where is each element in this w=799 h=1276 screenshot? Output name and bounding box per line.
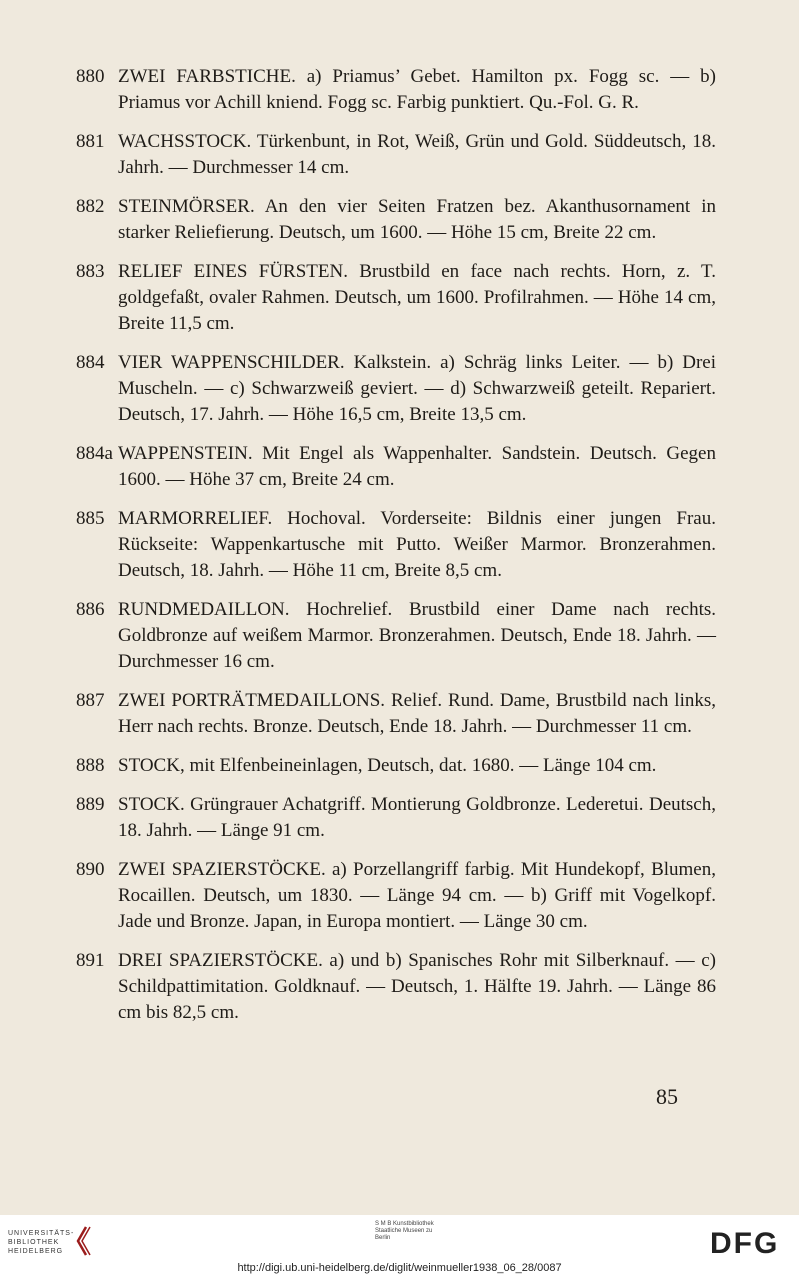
entry-text: STOCK, mit Elfenbeineinlagen, Deutsch, dat. 1680. — Länge 104 cm. (118, 755, 657, 776)
entry-number: 887 (76, 690, 105, 711)
catalog-entry (76, 857, 716, 935)
catalog-entry (76, 948, 716, 1026)
entry-number: 884 (76, 352, 105, 373)
entry-text: RELIEF EINES FÜRSTEN. Brustbild en face nach rechts. Horn, z. T. goldgefaßt, ovaler Rahmen. Deutsch, um 1600. Profilrahmen. — Höhe 14 cm, Breite 11,5 cm. (118, 261, 716, 334)
entry-text: WAPPENSTEIN. Mit Engel als Wappenhalter. Sandstein. Deutsch. Gegen 1600. — Höhe 37 cm, Breite 24 cm. (118, 443, 716, 490)
entry-text: DREI SPAZIERSTÖCKE. a) und b) Spanisches Rohr mit Silberknauf. — c) Schildpattimitation. Goldknauf. — Deutsch, 1. Hälfte 19. Jahrh. — Länge 86 cm bis 82,5 cm. (118, 950, 716, 1023)
catalog-entry (76, 441, 716, 493)
catalog-entry (76, 597, 716, 675)
entry-number: 881 (76, 131, 105, 152)
source-url[interactable]: http://digi.ub.uni-heidelberg.de/diglit/weinmueller1938_06_28/0087 (237, 1262, 562, 1274)
entry-number: 891 (76, 950, 105, 971)
catalog-entry (76, 259, 716, 337)
entry-number: 889 (76, 794, 105, 815)
entry-text: VIER WAPPENSCHILDER. Kalkstein. a) Schräg links Leiter. — b) Drei Muscheln. — c) Schwarzweiß geviert. — d) Schwarzweiß geteilt. Repariert. Deutsch, 17. Jahrh. — Höhe 16,5 cm, Breite 13,5 cm. (118, 352, 716, 425)
entry-text: MARMORRELIEF. Hochoval. Vorderseite: Bildnis einer jungen Frau. Rückseite: Wappenkartusche mit Putto. Weißer Marmor. Bronzerahmen. Deutsch, 18. Jahrh. — Höhe 11 cm, Breite 8,5 cm. (118, 508, 716, 581)
entry-text: STOCK. Grüngrauer Achatgriff. Montierung Goldbronze. Lederetui. Deutsch, 18. Jahrh. — Länge 91 cm. (118, 794, 716, 841)
entry-number: 886 (76, 599, 105, 620)
catalog-entry (76, 506, 716, 584)
entry-number: 883 (76, 261, 105, 282)
entry-number: 890 (76, 859, 105, 880)
entry-text: RUNDMEDAILLON. Hochrelief. Brustbild einer Dame nach rechts. Goldbronze auf weißem Marmor. Bronzerahmen. Deutsch, Ende 18. Jahrh. — Durchmesser 16 cm. (118, 599, 716, 672)
catalog-entry (76, 194, 716, 246)
smb-logo-text: S M B Kunstbibliothek Staatliche Museen zu Berlin (375, 1221, 434, 1241)
catalog-entry (76, 792, 716, 844)
university-logo-text: UNIVERSITÄTS- BIBLIOTHEK HEIDELBERG (8, 1230, 75, 1255)
entry-number: 885 (76, 508, 105, 529)
entry-text: STEINMÖRSER. An den vier Seiten Fratzen bez. Akanthusornament in starker Reliefierung. Deutsch, um 1600. — Höhe 15 cm, Breite 22 cm. (118, 196, 716, 243)
entry-list (76, 64, 716, 1039)
entry-number: 880 (76, 66, 105, 87)
catalog-entry (76, 688, 716, 740)
catalog-entry (76, 64, 716, 116)
entry-number: 888 (76, 755, 105, 776)
entry-text: ZWEI FARBSTICHE. a) Priamus’ Gebet. Hamilton px. Fogg sc. — b) Priamus vor Achill kniend. Fogg sc. Farbig punktiert. Qu.-Fol. G. R. (118, 66, 716, 113)
dfg-logo: DFG (710, 1227, 780, 1260)
entry-number: 882 (76, 196, 105, 217)
catalog-entry (76, 753, 716, 779)
page-number: 85 (656, 1084, 678, 1109)
footer-bar (0, 1215, 799, 1276)
catalog-entry (76, 129, 716, 181)
catalog-entry (76, 350, 716, 428)
university-logo-icon (72, 1225, 94, 1257)
entry-text: ZWEI SPAZIERSTÖCKE. a) Porzellangriff farbig. Mit Hundekopf, Blumen, Rocaillen. Deutsch, um 1830. — Länge 94 cm. — b) Griff mit Vogelkopf. Jade und Bronze. Japan, in Europa montiert. — Länge 30 cm. (118, 859, 716, 932)
entry-number: 884a (76, 443, 113, 464)
entry-text: ZWEI PORTRÄTMEDAILLONS. Relief. Rund. Dame, Brustbild nach links, Herr nach rechts. Bronze. Deutsch, Ende 18. Jahrh. — Durchmesser 11 cm. (118, 690, 716, 737)
entry-text: WACHSSTOCK. Türkenbunt, in Rot, Weiß, Grün und Gold. Süddeutsch, 18. Jahrh. — Durchmesser 14 cm. (118, 131, 716, 178)
